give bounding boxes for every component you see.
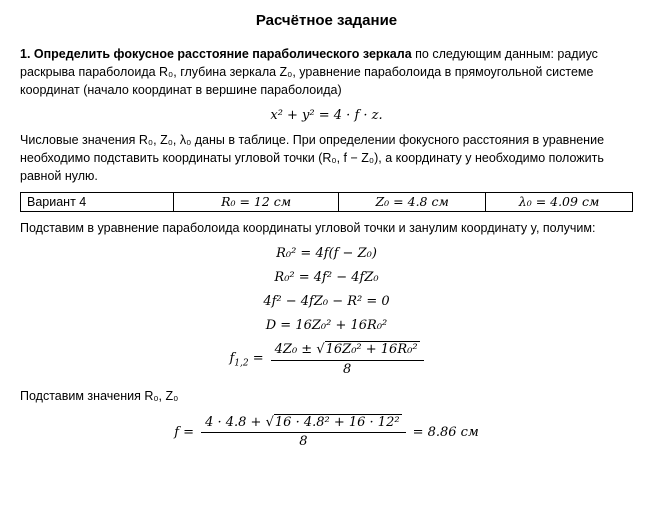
eqf-lhs: f = <box>174 424 195 440</box>
equation-paraboloid: x² + y² = 4 · f · z. <box>270 108 383 124</box>
equation-2: R₀² = 4f² − 4fZ₀ <box>274 270 379 286</box>
eqf-numerator <box>201 415 406 433</box>
eq5-numerator <box>271 342 424 360</box>
eq5-equals-sign: = <box>252 351 264 367</box>
eq5-denominator: 8 <box>342 361 352 377</box>
substitute-paragraph: Подставим в уравнение параболоида координаты угловой точки и занулим координату y, получим: <box>20 220 596 235</box>
page-title: Расчётное задание <box>255 12 398 29</box>
eq5-lhs <box>229 351 263 369</box>
eqf-num-prefix: 4 · 4.8 + <box>205 414 262 430</box>
eq5-fraction <box>271 342 424 378</box>
values-table <box>20 192 633 212</box>
eqf-sqrt <box>266 415 402 430</box>
square-root-icon: √ <box>265 414 274 430</box>
eqf-radicand: 16 · 4.8² + 16 · 12² <box>274 414 400 430</box>
eqf-fraction <box>201 415 406 451</box>
table-row <box>21 192 633 211</box>
eq5-lhs-base: f <box>229 351 235 367</box>
cell-z0: Z₀ = 4.8 см <box>339 192 486 211</box>
eqf-result: = 8.86 см <box>412 424 479 440</box>
eq5-radicand: 16Z₀² + 16R₀² <box>325 342 418 358</box>
final-paragraph: Подставим значения R₀, Z₀ <box>20 388 179 403</box>
square-root-icon: √ <box>316 342 325 358</box>
eq5-sqrt <box>316 342 419 357</box>
eqf-denominator: 8 <box>299 433 308 449</box>
cell-variant: Вариант 4 <box>21 192 174 211</box>
values-paragraph: Числовые значения R₀, Z₀, λ₀ даны в таблице. При определении фокусного расстояния в уравнение необходимо подставить координаты угловой точки (R₀, f − Z₀), а координату y необходимо положить равной нулю. <box>20 133 605 183</box>
equation-5 <box>20 342 633 378</box>
equation-1: R₀² = 4f(f − Z₀) <box>276 246 377 262</box>
cell-lambda0: λ₀ = 4.09 см <box>486 192 633 211</box>
intro-rest-text: по следующим данным: радиус раскрыва параболоида R₀, глубина зеркала Z₀, уравнение параболоида в прямоугольной системе координат (начало координат в вершине параболоида) <box>20 47 598 97</box>
equation-final <box>20 415 633 451</box>
intro-paragraph <box>20 46 633 99</box>
eq5-num-prefix: 4Z₀ ± <box>274 342 313 358</box>
eq5-lhs-subscript: 1,2 <box>234 358 249 369</box>
equation-4: D = 16Z₀² + 16R₀² <box>265 318 388 334</box>
equation-3: 4f² − 4fZ₀ − R² = 0 <box>263 294 390 310</box>
cell-r0: R₀ = 12 см <box>174 192 339 211</box>
document-page <box>20 12 633 450</box>
intro-bold-text: 1. Определить фокусное расстояние параболического зеркала <box>20 47 412 61</box>
